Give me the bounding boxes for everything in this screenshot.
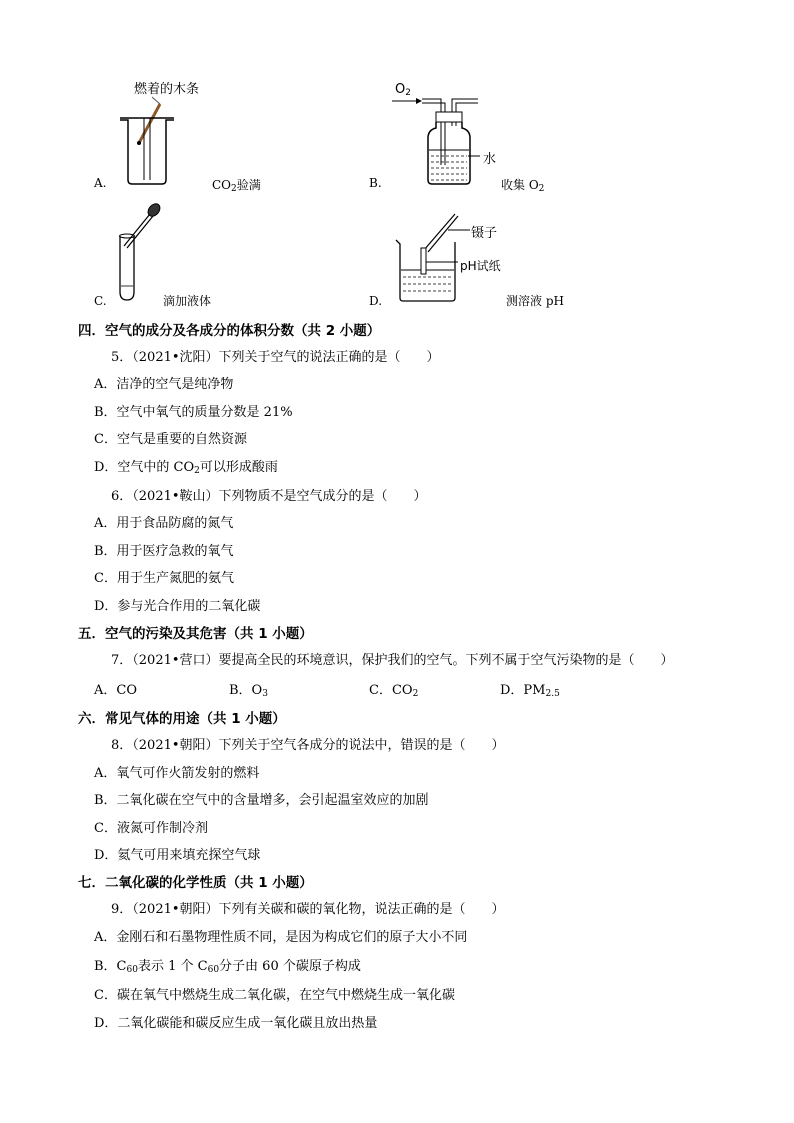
question-7-stem: 7．（2021•营口）要提高全民的环境意识，保护我们的空气。下列不属于空气污染物的是（ ）	[111, 653, 674, 668]
section-heading-4: 四．空气的成分及各成分的体积分数（共 2 小题）	[78, 323, 381, 339]
option-letter-b: B.	[369, 176, 382, 190]
figure-a-caption: $CO_2$验满	[212, 178, 261, 194]
oxygen-label: $O_2$	[395, 82, 411, 98]
question-9-option-a: A．金刚石和石墨物理性质不同，是因为构成它们的原子大小不同	[94, 930, 468, 945]
tweezers-label: 镊子	[471, 226, 498, 241]
question-6-option-b: B．用于医疗急救的氧气	[94, 544, 234, 559]
section-heading-6: 六．常见气体的用途（共 1 小题）	[78, 711, 286, 727]
question-8-option-a: A．氧气可作火箭发射的燃料	[94, 766, 260, 781]
question-5-stem: 5．（2021•沈阳）下列关于空气的说法正确的是（ ）	[111, 350, 440, 365]
question-5-option-a: A．洁净的空气是纯净物	[94, 377, 234, 392]
question-9-stem: 9．（2021•朝阳）下列有关碳和碳的氧化物，说法正确的是（ ）	[111, 902, 505, 917]
section-heading-5: 五．空气的污染及其危害（共 1 小题）	[78, 626, 313, 642]
question-6-option-a: A．用于食品防腐的氮气	[94, 516, 234, 531]
figure-c-caption: 滴加液体	[163, 294, 212, 308]
figure-b-caption: 收集 $O_2$	[501, 178, 545, 194]
question-5-option-d: D．空气中的 $CO_2$可以形成酸雨	[94, 460, 278, 476]
figure-d-caption: 测溶液 pH	[506, 294, 564, 308]
question-7-option-b: B．$O_3$	[229, 683, 268, 699]
question-6-option-c: C．用于生产氮肥的氨气	[94, 571, 234, 586]
section-heading-7: 七．二氧化碳的化学性质（共 1 小题）	[78, 875, 313, 891]
question-8-option-b: B．二氧化碳在空气中的含量增多，会引起温室效应的加剧	[94, 793, 429, 808]
question-7-option-a: A．CO	[94, 683, 137, 698]
question-7-option-c: C．$CO_2$	[369, 683, 419, 699]
burning-stick-label: 燃着的木条	[134, 82, 200, 97]
beaker-ph-paper-icon	[0, 0, 794, 320]
question-5-option-b: B．空气中氧气的质量分数是 21%	[94, 405, 293, 420]
question-8-option-c: C．液氮可作制冷剂	[94, 821, 208, 836]
option-letter-a: A.	[94, 176, 107, 190]
question-6-option-d: D．参与光合作用的二氧化碳	[94, 599, 261, 614]
question-8-option-d: D．氦气可用来填充探空气球	[94, 848, 261, 863]
option-letter-d: D.	[369, 294, 383, 308]
water-label: 水	[483, 152, 497, 167]
question-5-option-c: C．空气是重要的自然资源	[94, 432, 247, 447]
question-9-option-c: C．碳在氧气中燃烧生成二氧化碳，在空气中燃烧生成一氧化碳	[94, 988, 455, 1003]
question-7-option-d: D．$PM_{2.5}$	[500, 683, 560, 699]
ph-paper-label: pH试纸	[460, 259, 501, 273]
question-6-stem: 6．（2021•鞍山）下列物质不是空气成分的是（ ）	[111, 489, 427, 504]
question-9-option-d: D．二氧化碳能和碳反应生成一氧化碳且放出热量	[94, 1016, 378, 1031]
option-letter-c: C.	[94, 294, 107, 308]
question-9-option-b: B．$C_{60}$表示 1 个 $C_{60}$分子由 60 个碳原子构成	[94, 959, 361, 975]
question-8-stem: 8．（2021•朝阳）下列关于空气各成分的说法中，错误的是（ ）	[111, 738, 505, 753]
